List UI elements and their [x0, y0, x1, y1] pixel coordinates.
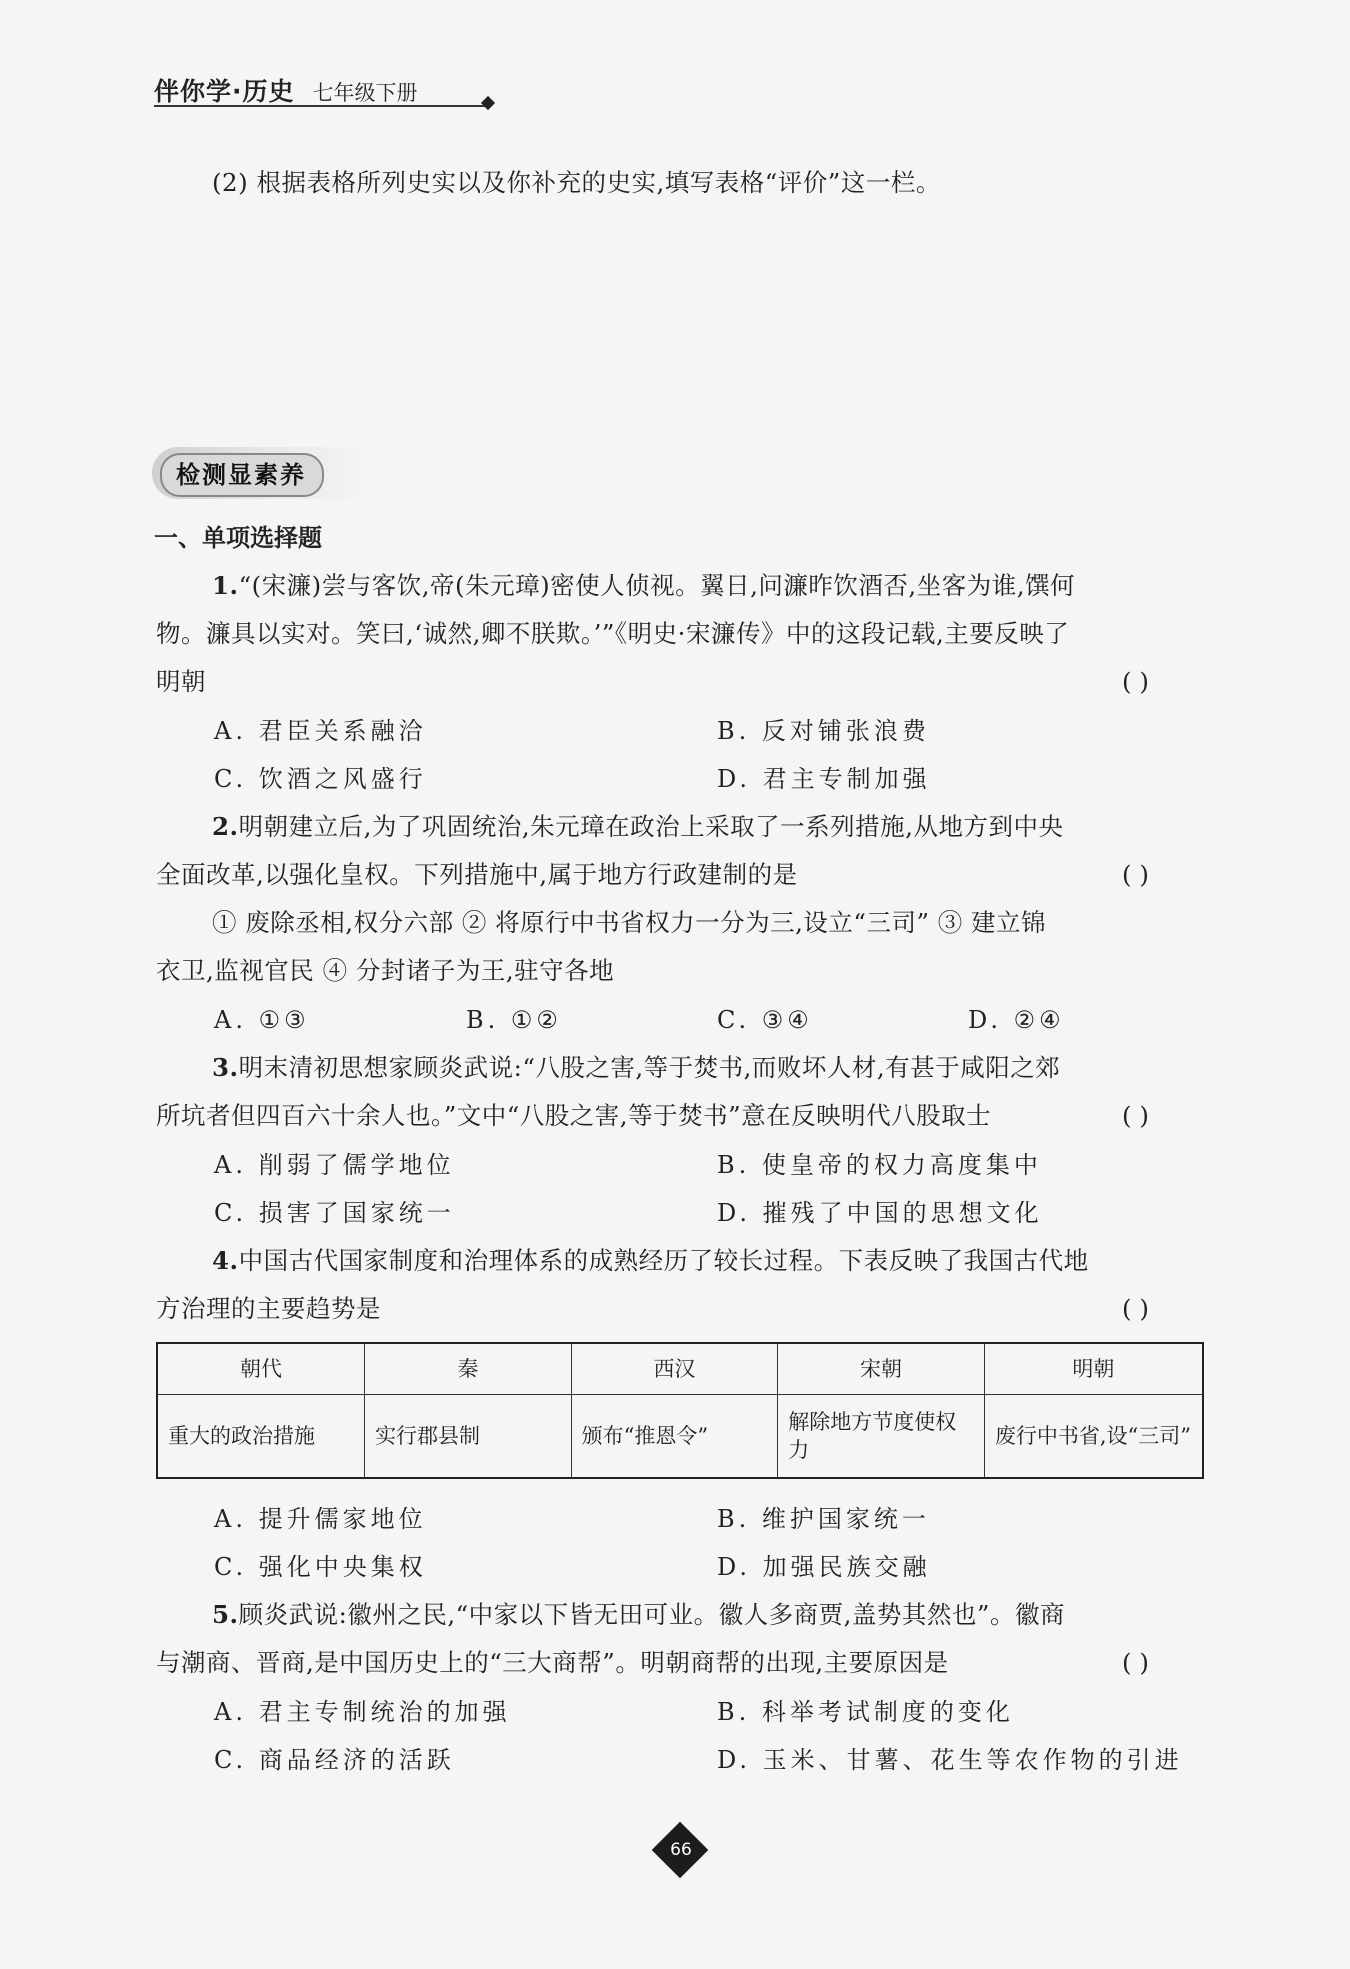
- q5-text-1: 顾炎武说:徽州之民,“中家以下皆无田可业。徽人多商贾,盖势其然也”。徽商: [238, 1600, 1065, 1629]
- q4-line2: 方治理的主要趋势是: [156, 1294, 381, 1323]
- q2-line2: 全面改革,以强化皇权。下列措施中,属于地方行政建制的是: [156, 860, 798, 889]
- section-heading: 一、单项选择题: [154, 524, 322, 552]
- q5-line1: [212, 1600, 1065, 1630]
- q1-line2: 物。濂具以实对。笑曰,‘诚然,卿不朕欺。’”《明史·宋濂传》中的这段记载,主要反映了: [156, 619, 1070, 648]
- q1-text-1: “(宋濂)尝与客饮,帝(朱元璋)密使人侦视。翼日,问濂昨饮酒否,坐客为谁,馔何: [238, 571, 1075, 600]
- table-cell: 颁布“推恩令”: [571, 1395, 778, 1479]
- q1-line3: 明朝: [156, 667, 206, 696]
- grade-label: 七年级下册: [312, 81, 418, 105]
- q4-option-c: C. 强化中央集权: [214, 1553, 427, 1581]
- q1-option-a: A. 君臣关系融洽: [214, 717, 427, 745]
- q2-option-b: B. ①②: [466, 1006, 562, 1034]
- q2-items-line2: 衣卫,监视官民 ④ 分封诸子为王,驻守各地: [156, 956, 615, 985]
- q1-option-d: D. 君主专制加强: [717, 765, 931, 793]
- q3-number: 3.: [212, 1053, 239, 1082]
- q4-text-1: 中国古代国家制度和治理体系的成熟经历了较长过程。下表反映了我国古代地: [238, 1246, 1089, 1275]
- table-cell: 重大的政治措施: [157, 1395, 365, 1479]
- q2-option-a: A. ①③: [214, 1006, 310, 1034]
- q5-option-b: B. 科举考试制度的变化: [717, 1698, 1014, 1726]
- q2-text-1: 明朝建立后,为了巩固统治,朱元璋在政治上采取了一系列措施,从地方到中央: [238, 812, 1064, 841]
- table-header-cell: 宋朝: [778, 1343, 985, 1395]
- q1-number: 1.: [212, 571, 239, 600]
- q4-option-a: A. 提升儒家地位: [214, 1505, 427, 1533]
- section-badge: [152, 447, 374, 499]
- q3-option-d: D. 摧残了中国的思想文化: [717, 1199, 1043, 1227]
- dynasty-measures-table: [156, 1342, 1204, 1479]
- table-row: [157, 1395, 1203, 1479]
- q2-items-line1: ① 废除丞相,权分六部 ② 将原行中书省权力一分为三,设立“三司” ③ 建立锦: [212, 908, 1047, 937]
- q1-option-b: B. 反对铺张浪费: [717, 717, 930, 745]
- q3-line2: 所坑者但四百六十余人也。”文中“八股之害,等于焚书”意在反映明代八股取士: [156, 1101, 992, 1130]
- page-number: 66: [670, 1840, 692, 1860]
- q5-line2: 与潮商、晋商,是中国历史上的“三大商帮”。明朝商帮的出现,主要原因是: [156, 1648, 949, 1677]
- q2-number: 2.: [212, 812, 239, 841]
- q3-answer-paren: ( ): [1122, 1101, 1149, 1130]
- page-number-badge: [656, 1826, 706, 1876]
- q2-line1: [212, 812, 1063, 842]
- table-cell: 废行中书省,设“三司”: [984, 1395, 1203, 1479]
- q2-option-d: D. ②④: [968, 1006, 1065, 1034]
- table-header-cell: 明朝: [984, 1343, 1203, 1395]
- book-title: 伴你学·历史: [154, 77, 295, 106]
- q1-line1: [212, 571, 1075, 601]
- section-badge-label: 检测显素养: [160, 453, 324, 497]
- q1-answer-paren: ( ): [1122, 667, 1149, 696]
- table-header-cell: 朝代: [157, 1343, 365, 1395]
- q1-option-c: C. 饮酒之风盛行: [214, 765, 427, 793]
- prev-question-part2: (2) 根据表格所列史实以及你补充的史实,填写表格“评价”这一栏。: [212, 168, 941, 197]
- table-header-row: [157, 1343, 1203, 1395]
- q4-line1: [212, 1246, 1089, 1276]
- q5-answer-paren: ( ): [1122, 1648, 1149, 1677]
- table-cell: 实行郡县制: [365, 1395, 572, 1479]
- q5-option-a: A. 君主专制统治的加强: [214, 1698, 511, 1726]
- table-header-cell: 西汉: [571, 1343, 778, 1395]
- q4-option-d: D. 加强民族交融: [717, 1553, 931, 1581]
- q3-option-c: C. 损害了国家统一: [214, 1199, 455, 1227]
- header-rule: [154, 105, 489, 107]
- q2-answer-paren: ( ): [1122, 860, 1149, 889]
- q5-option-c: C. 商品经济的活跃: [214, 1746, 455, 1774]
- q5-number: 5.: [212, 1600, 239, 1629]
- q3-option-b: B. 使皇帝的权力高度集中: [717, 1151, 1042, 1179]
- q4-number: 4.: [212, 1246, 239, 1275]
- q3-line1: [212, 1053, 1060, 1083]
- q3-option-a: A. 削弱了儒学地位: [214, 1151, 455, 1179]
- q4-answer-paren: ( ): [1122, 1294, 1149, 1323]
- q2-option-c: C. ③④: [717, 1006, 813, 1034]
- q3-text-1: 明末清初思想家顾炎武说:“八股之害,等于焚书,而败坏人材,有甚于咸阳之郊: [238, 1053, 1061, 1082]
- q4-option-b: B. 维护国家统一: [717, 1505, 930, 1533]
- table-cell: 解除地方节度使权力: [778, 1395, 985, 1479]
- q5-option-d: D. 玉米、甘薯、花生等农作物的引进: [717, 1746, 1183, 1774]
- table-header-cell: 秦: [365, 1343, 572, 1395]
